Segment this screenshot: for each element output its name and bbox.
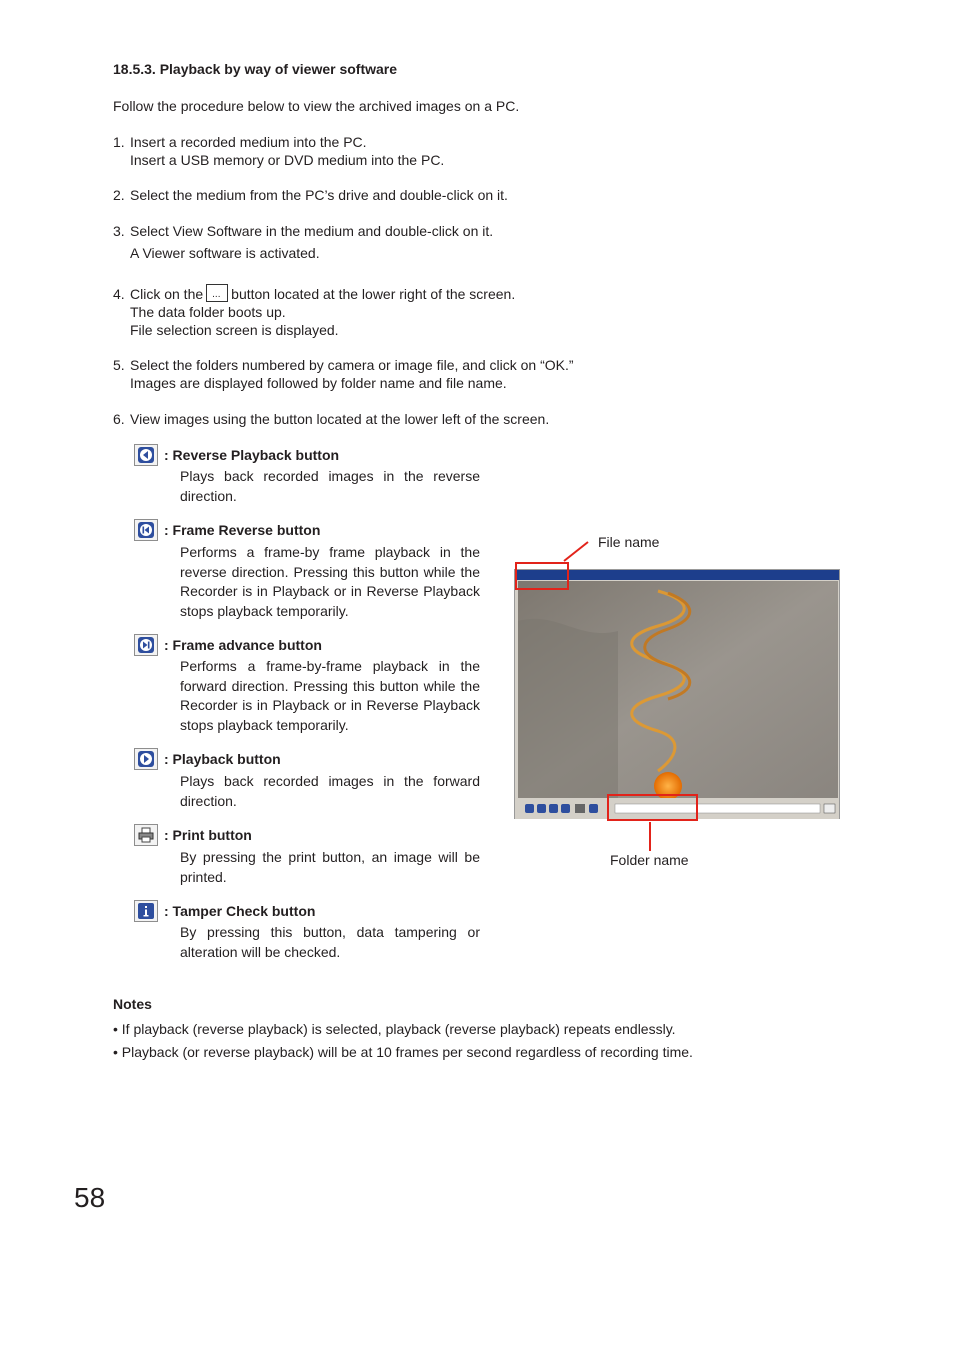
browse-folder-button-icon (206, 284, 228, 302)
file-name-callout-label: File name (598, 534, 660, 550)
step-number: 3. (113, 223, 125, 239)
viewer-window-screenshot (514, 569, 840, 819)
button-description: Performs a frame-by frame playback in the reverse direction. Pressing this button while the Recorder is in Playback or in Reverse Playback stops playback temporarily. (180, 544, 480, 619)
folder-name-callout-label: Folder name (610, 852, 689, 868)
step-number: 1. (113, 134, 125, 150)
step-line: Click on the (130, 286, 204, 302)
folder-name-highlight (607, 794, 698, 821)
step-2 (113, 186, 673, 204)
frame-reverse-icon (134, 519, 158, 541)
note-item: • If playback (reverse playback) is selected, playback (reverse playback) repeats endlessly. (113, 1021, 676, 1037)
step-line: View images using the button located at the lower left of the screen. (130, 411, 550, 427)
print-icon (134, 824, 158, 846)
viewer-image (518, 581, 838, 798)
step-line: Select the folders numbered by camera or image file, and click on “OK.” (130, 357, 574, 373)
step-3 (113, 222, 673, 262)
button-title: : Reverse Playback button (164, 447, 340, 463)
button-title: : Playback button (164, 751, 281, 767)
reverse-playback-icon (134, 444, 158, 466)
note-item: • Playback (or reverse playback) will be at 10 frames per second regardless of recording time. (113, 1044, 693, 1060)
notes-title: Notes (113, 996, 152, 1012)
frame-advance-icon (134, 634, 158, 656)
step-number: 4. (113, 286, 125, 302)
file-name-callout-line (560, 540, 592, 564)
step-6 (113, 410, 673, 428)
intro-text: Follow the procedure below to view the archived images on a PC. (113, 98, 520, 114)
tamper-check-icon (134, 900, 158, 922)
button-description: By pressing the print button, an image will be printed. (180, 849, 480, 885)
step-number: 6. (113, 411, 125, 427)
step-5 (113, 356, 673, 392)
step-line: button located at the lower right of the screen. (231, 286, 516, 302)
button-title: : Tamper Check button (164, 903, 316, 919)
file-name-highlight (515, 562, 569, 590)
button-title: : Print button (164, 827, 252, 843)
step-line: Select the medium from the PC’s drive and double-click on it. (130, 187, 508, 203)
step-line: Images are displayed followed by folder name and file name. (130, 375, 507, 391)
step-number: 5. (113, 357, 125, 373)
step-line: Insert a recorded medium into the PC. (130, 134, 367, 150)
button-description: By pressing this button, data tampering or alteration will be checked. (180, 924, 480, 960)
folder-name-callout-line (649, 822, 651, 851)
button-title: : Frame Reverse button (164, 522, 321, 538)
step-line: Insert a USB memory or DVD medium into the PC. (130, 152, 445, 168)
step-number: 2. (113, 187, 125, 203)
step-line: Select View Software in the medium and double-click on it. (130, 223, 494, 239)
button-title: : Frame advance button (164, 637, 322, 653)
button-description: Performs a frame-by-frame playback in the forward direction. Pressing this button while the Recorder is in Playback or in Reverse Playback stops playback temporarily. (180, 658, 480, 733)
section-heading: 18.5.3. Playback by way of viewer software (113, 61, 398, 77)
button-description: Plays back recorded images in the reverse direction. (180, 468, 480, 504)
step-line: The data folder boots up. (130, 304, 286, 320)
button-description: Plays back recorded images in the forward direction. (180, 773, 480, 809)
step-1 (113, 133, 673, 169)
step-line: File selection screen is displayed. (130, 322, 339, 338)
playback-icon (134, 748, 158, 770)
step-line: A Viewer software is activated. (130, 245, 320, 261)
page-number: 58 (74, 1182, 106, 1213)
step-4 (113, 284, 673, 339)
